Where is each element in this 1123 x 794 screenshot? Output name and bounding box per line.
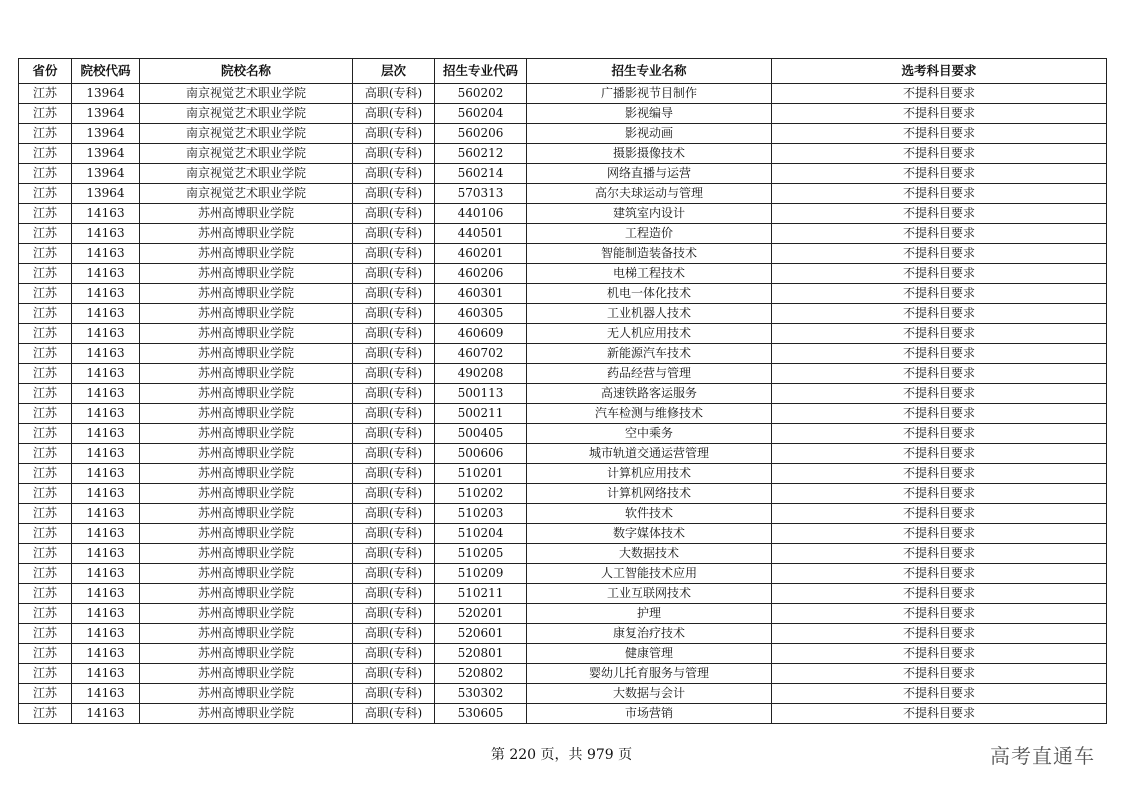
table-row (19, 564, 1107, 584)
cell-school-code: 14163 (72, 244, 140, 264)
cell-major-name: 工业机器人技术 (527, 304, 772, 324)
cell-major-code: 460702 (435, 344, 527, 364)
cell-subject-requirement: 不提科目要求 (772, 84, 1107, 104)
cell-province: 江苏 (19, 424, 72, 444)
cell-province: 江苏 (19, 164, 72, 184)
cell-major-name: 无人机应用技术 (527, 324, 772, 344)
cell-province: 江苏 (19, 684, 72, 704)
cell-subject-requirement: 不提科目要求 (772, 224, 1107, 244)
header-major-name: 招生专业名称 (527, 59, 772, 84)
cell-major-code: 460609 (435, 324, 527, 344)
table-row (19, 524, 1107, 544)
header-subject-requirement: 选考科目要求 (772, 59, 1107, 84)
header-school-name: 院校名称 (140, 59, 353, 84)
cell-level: 高职(专科) (353, 624, 435, 644)
cell-level: 高职(专科) (353, 524, 435, 544)
cell-school-name: 南京视觉艺术职业学院 (140, 84, 353, 104)
header-level: 层次 (353, 59, 435, 84)
cell-province: 江苏 (19, 504, 72, 524)
cell-major-name: 药品经营与管理 (527, 364, 772, 384)
cell-major-code: 510204 (435, 524, 527, 544)
cell-school-code: 14163 (72, 264, 140, 284)
cell-province: 江苏 (19, 584, 72, 604)
cell-school-code: 14163 (72, 604, 140, 624)
table-row (19, 204, 1107, 224)
cell-school-name: 苏州高博职业学院 (140, 604, 353, 624)
cell-school-code: 14163 (72, 484, 140, 504)
table-row (19, 644, 1107, 664)
cell-level: 高职(专科) (353, 384, 435, 404)
cell-major-name: 汽车检测与维修技术 (527, 404, 772, 424)
cell-level: 高职(专科) (353, 604, 435, 624)
cell-province: 江苏 (19, 304, 72, 324)
cell-subject-requirement: 不提科目要求 (772, 704, 1107, 724)
cell-subject-requirement: 不提科目要求 (772, 384, 1107, 404)
table-row (19, 344, 1107, 364)
cell-subject-requirement: 不提科目要求 (772, 624, 1107, 644)
cell-school-name: 苏州高博职业学院 (140, 284, 353, 304)
cell-major-code: 510203 (435, 504, 527, 524)
cell-province: 江苏 (19, 224, 72, 244)
cell-school-name: 苏州高博职业学院 (140, 204, 353, 224)
cell-major-name: 新能源汽车技术 (527, 344, 772, 364)
table-row (19, 164, 1107, 184)
cell-school-name: 苏州高博职业学院 (140, 704, 353, 724)
cell-province: 江苏 (19, 604, 72, 624)
cell-major-name: 广播影视节目制作 (527, 84, 772, 104)
cell-major-code: 500211 (435, 404, 527, 424)
cell-school-code: 14163 (72, 684, 140, 704)
table-row (19, 364, 1107, 384)
cell-subject-requirement: 不提科目要求 (772, 584, 1107, 604)
cell-major-name: 人工智能技术应用 (527, 564, 772, 584)
cell-major-name: 市场营销 (527, 704, 772, 724)
cell-province: 江苏 (19, 324, 72, 344)
cell-school-code: 13964 (72, 84, 140, 104)
cell-major-code: 460301 (435, 284, 527, 304)
cell-major-code: 560202 (435, 84, 527, 104)
cell-province: 江苏 (19, 664, 72, 684)
cell-subject-requirement: 不提科目要求 (772, 544, 1107, 564)
cell-level: 高职(专科) (353, 104, 435, 124)
cell-province: 江苏 (19, 284, 72, 304)
cell-major-code: 520201 (435, 604, 527, 624)
cell-school-name: 苏州高博职业学院 (140, 664, 353, 684)
cell-subject-requirement: 不提科目要求 (772, 524, 1107, 544)
cell-subject-requirement: 不提科目要求 (772, 144, 1107, 164)
table-row (19, 184, 1107, 204)
cell-major-name: 高速铁路客运服务 (527, 384, 772, 404)
cell-school-code: 13964 (72, 164, 140, 184)
cell-school-code: 14163 (72, 504, 140, 524)
cell-level: 高职(专科) (353, 704, 435, 724)
cell-level: 高职(专科) (353, 504, 435, 524)
cell-school-name: 南京视觉艺术职业学院 (140, 184, 353, 204)
table-row (19, 124, 1107, 144)
cell-province: 江苏 (19, 444, 72, 464)
cell-major-code: 530605 (435, 704, 527, 724)
header-school-code: 院校代码 (72, 59, 140, 84)
cell-school-name: 苏州高博职业学院 (140, 644, 353, 664)
table-row (19, 324, 1107, 344)
cell-province: 江苏 (19, 464, 72, 484)
cell-level: 高职(专科) (353, 584, 435, 604)
table-row (19, 464, 1107, 484)
cell-subject-requirement: 不提科目要求 (772, 504, 1107, 524)
cell-subject-requirement: 不提科目要求 (772, 464, 1107, 484)
cell-school-code: 14163 (72, 424, 140, 444)
cell-school-code: 14163 (72, 324, 140, 344)
cell-level: 高职(专科) (353, 124, 435, 144)
table-row (19, 664, 1107, 684)
table-row (19, 144, 1107, 164)
cell-level: 高职(专科) (353, 404, 435, 424)
cell-school-name: 苏州高博职业学院 (140, 444, 353, 464)
cell-school-name: 苏州高博职业学院 (140, 464, 353, 484)
cell-major-code: 560212 (435, 144, 527, 164)
table-row (19, 544, 1107, 564)
cell-subject-requirement: 不提科目要求 (772, 204, 1107, 224)
admissions-table (18, 58, 1107, 724)
table-row (19, 484, 1107, 504)
cell-level: 高职(专科) (353, 164, 435, 184)
cell-level: 高职(专科) (353, 684, 435, 704)
table-row (19, 304, 1107, 324)
cell-school-code: 14163 (72, 704, 140, 724)
cell-school-code: 14163 (72, 624, 140, 644)
cell-major-name: 数字媒体技术 (527, 524, 772, 544)
cell-school-code: 14163 (72, 544, 140, 564)
cell-province: 江苏 (19, 204, 72, 224)
cell-school-name: 苏州高博职业学院 (140, 264, 353, 284)
cell-province: 江苏 (19, 704, 72, 724)
table-row (19, 284, 1107, 304)
cell-major-code: 440501 (435, 224, 527, 244)
cell-major-name: 计算机网络技术 (527, 484, 772, 504)
cell-province: 江苏 (19, 244, 72, 264)
cell-province: 江苏 (19, 104, 72, 124)
cell-major-name: 护理 (527, 604, 772, 624)
cell-school-code: 14163 (72, 344, 140, 364)
cell-school-name: 南京视觉艺术职业学院 (140, 104, 353, 124)
cell-major-name: 电梯工程技术 (527, 264, 772, 284)
cell-province: 江苏 (19, 384, 72, 404)
cell-major-code: 570313 (435, 184, 527, 204)
cell-major-code: 460201 (435, 244, 527, 264)
cell-major-code: 530302 (435, 684, 527, 704)
cell-school-name: 苏州高博职业学院 (140, 224, 353, 244)
table-row (19, 604, 1107, 624)
cell-school-name: 苏州高博职业学院 (140, 544, 353, 564)
table-row (19, 384, 1107, 404)
cell-subject-requirement: 不提科目要求 (772, 164, 1107, 184)
cell-major-name: 影视编导 (527, 104, 772, 124)
table-row (19, 244, 1107, 264)
cell-major-name: 城市轨道交通运营管理 (527, 444, 772, 464)
table-body (19, 84, 1107, 724)
cell-school-code: 14163 (72, 444, 140, 464)
cell-level: 高职(专科) (353, 244, 435, 264)
cell-subject-requirement: 不提科目要求 (772, 104, 1107, 124)
cell-subject-requirement: 不提科目要求 (772, 124, 1107, 144)
cell-major-code: 510202 (435, 484, 527, 504)
table-row (19, 404, 1107, 424)
cell-subject-requirement: 不提科目要求 (772, 344, 1107, 364)
cell-subject-requirement: 不提科目要求 (772, 364, 1107, 384)
cell-province: 江苏 (19, 544, 72, 564)
cell-major-code: 520802 (435, 664, 527, 684)
table-row (19, 264, 1107, 284)
cell-major-code: 510209 (435, 564, 527, 584)
cell-level: 高职(专科) (353, 284, 435, 304)
cell-level: 高职(专科) (353, 264, 435, 284)
cell-major-code: 500405 (435, 424, 527, 444)
cell-province: 江苏 (19, 644, 72, 664)
cell-school-name: 苏州高博职业学院 (140, 384, 353, 404)
cell-major-code: 500113 (435, 384, 527, 404)
cell-major-name: 康复治疗技术 (527, 624, 772, 644)
header-province: 省份 (19, 59, 72, 84)
cell-level: 高职(专科) (353, 144, 435, 164)
cell-major-code: 560204 (435, 104, 527, 124)
cell-school-code: 14163 (72, 224, 140, 244)
cell-school-name: 苏州高博职业学院 (140, 424, 353, 444)
cell-province: 江苏 (19, 624, 72, 644)
table-row (19, 584, 1107, 604)
cell-school-code: 13964 (72, 184, 140, 204)
cell-major-code: 520601 (435, 624, 527, 644)
cell-school-code: 14163 (72, 464, 140, 484)
cell-major-name: 摄影摄像技术 (527, 144, 772, 164)
cell-subject-requirement: 不提科目要求 (772, 564, 1107, 584)
cell-school-name: 苏州高博职业学院 (140, 484, 353, 504)
cell-province: 江苏 (19, 404, 72, 424)
table-row (19, 504, 1107, 524)
cell-major-code: 510211 (435, 584, 527, 604)
cell-subject-requirement: 不提科目要求 (772, 324, 1107, 344)
cell-province: 江苏 (19, 524, 72, 544)
cell-level: 高职(专科) (353, 324, 435, 344)
cell-major-code: 510201 (435, 464, 527, 484)
table-header (19, 59, 1107, 84)
cell-province: 江苏 (19, 84, 72, 104)
cell-school-name: 苏州高博职业学院 (140, 244, 353, 264)
cell-major-code: 500606 (435, 444, 527, 464)
cell-province: 江苏 (19, 364, 72, 384)
cell-level: 高职(专科) (353, 464, 435, 484)
cell-level: 高职(专科) (353, 544, 435, 564)
cell-level: 高职(专科) (353, 204, 435, 224)
header-row (19, 59, 1107, 84)
watermark-logo: 高考直通车 (990, 744, 1095, 768)
cell-major-name: 建筑室内设计 (527, 204, 772, 224)
cell-major-name: 工业互联网技术 (527, 584, 772, 604)
cell-major-code: 460206 (435, 264, 527, 284)
cell-school-code: 14163 (72, 584, 140, 604)
cell-major-code: 490208 (435, 364, 527, 384)
cell-level: 高职(专科) (353, 424, 435, 444)
cell-major-name: 工程造价 (527, 224, 772, 244)
cell-province: 江苏 (19, 564, 72, 584)
table-row (19, 444, 1107, 464)
cell-subject-requirement: 不提科目要求 (772, 304, 1107, 324)
cell-school-code: 14163 (72, 304, 140, 324)
cell-school-code: 13964 (72, 124, 140, 144)
cell-school-name: 苏州高博职业学院 (140, 364, 353, 384)
cell-major-code: 460305 (435, 304, 527, 324)
cell-level: 高职(专科) (353, 364, 435, 384)
cell-subject-requirement: 不提科目要求 (772, 424, 1107, 444)
cell-school-name: 南京视觉艺术职业学院 (140, 164, 353, 184)
cell-major-name: 婴幼儿托育服务与管理 (527, 664, 772, 684)
cell-major-name: 计算机应用技术 (527, 464, 772, 484)
cell-province: 江苏 (19, 144, 72, 164)
cell-major-name: 高尔夫球运动与管理 (527, 184, 772, 204)
cell-school-code: 13964 (72, 144, 140, 164)
cell-major-name: 影视动画 (527, 124, 772, 144)
table-row (19, 424, 1107, 444)
cell-subject-requirement: 不提科目要求 (772, 264, 1107, 284)
cell-level: 高职(专科) (353, 644, 435, 664)
table-row (19, 84, 1107, 104)
cell-level: 高职(专科) (353, 444, 435, 464)
table-row (19, 104, 1107, 124)
cell-level: 高职(专科) (353, 564, 435, 584)
cell-level: 高职(专科) (353, 664, 435, 684)
cell-major-name: 空中乘务 (527, 424, 772, 444)
header-major-code: 招生专业代码 (435, 59, 527, 84)
cell-major-name: 网络直播与运营 (527, 164, 772, 184)
table-row (19, 624, 1107, 644)
cell-level: 高职(专科) (353, 84, 435, 104)
cell-major-code: 440106 (435, 204, 527, 224)
table-row (19, 704, 1107, 724)
cell-subject-requirement: 不提科目要求 (772, 484, 1107, 504)
cell-level: 高职(专科) (353, 344, 435, 364)
cell-major-code: 560206 (435, 124, 527, 144)
cell-level: 高职(专科) (353, 224, 435, 244)
cell-school-code: 14163 (72, 284, 140, 304)
table-row (19, 224, 1107, 244)
cell-major-code: 520801 (435, 644, 527, 664)
cell-school-name: 苏州高博职业学院 (140, 524, 353, 544)
page-number: 第 220 页，共 979 页 (490, 747, 633, 763)
cell-subject-requirement: 不提科目要求 (772, 444, 1107, 464)
cell-subject-requirement: 不提科目要求 (772, 284, 1107, 304)
cell-major-code: 510205 (435, 544, 527, 564)
cell-major-name: 机电一体化技术 (527, 284, 772, 304)
cell-major-name: 大数据与会计 (527, 684, 772, 704)
cell-subject-requirement: 不提科目要求 (772, 404, 1107, 424)
cell-level: 高职(专科) (353, 184, 435, 204)
cell-school-code: 14163 (72, 404, 140, 424)
cell-subject-requirement: 不提科目要求 (772, 664, 1107, 684)
cell-school-name: 南京视觉艺术职业学院 (140, 144, 353, 164)
cell-school-name: 苏州高博职业学院 (140, 404, 353, 424)
cell-major-name: 健康管理 (527, 644, 772, 664)
cell-school-code: 14163 (72, 664, 140, 684)
cell-major-name: 大数据技术 (527, 544, 772, 564)
table-row (19, 684, 1107, 704)
cell-subject-requirement: 不提科目要求 (772, 644, 1107, 664)
cell-level: 高职(专科) (353, 484, 435, 504)
cell-province: 江苏 (19, 184, 72, 204)
cell-major-name: 软件技术 (527, 504, 772, 524)
cell-school-name: 苏州高博职业学院 (140, 304, 353, 324)
cell-school-code: 13964 (72, 104, 140, 124)
cell-province: 江苏 (19, 124, 72, 144)
cell-school-name: 苏州高博职业学院 (140, 564, 353, 584)
cell-province: 江苏 (19, 484, 72, 504)
cell-school-name: 苏州高博职业学院 (140, 584, 353, 604)
cell-school-name: 苏州高博职业学院 (140, 324, 353, 344)
cell-province: 江苏 (19, 264, 72, 284)
cell-subject-requirement: 不提科目要求 (772, 244, 1107, 264)
cell-school-code: 14163 (72, 564, 140, 584)
cell-school-code: 14163 (72, 204, 140, 224)
cell-school-name: 南京视觉艺术职业学院 (140, 124, 353, 144)
cell-subject-requirement: 不提科目要求 (772, 184, 1107, 204)
cell-level: 高职(专科) (353, 304, 435, 324)
cell-school-name: 苏州高博职业学院 (140, 684, 353, 704)
cell-school-name: 苏州高博职业学院 (140, 344, 353, 364)
cell-school-code: 14163 (72, 644, 140, 664)
cell-subject-requirement: 不提科目要求 (772, 684, 1107, 704)
cell-province: 江苏 (19, 344, 72, 364)
cell-major-code: 560214 (435, 164, 527, 184)
cell-major-name: 智能制造装备技术 (527, 244, 772, 264)
cell-subject-requirement: 不提科目要求 (772, 604, 1107, 624)
cell-school-code: 14163 (72, 384, 140, 404)
cell-school-name: 苏州高博职业学院 (140, 504, 353, 524)
cell-school-code: 14163 (72, 524, 140, 544)
cell-school-code: 14163 (72, 364, 140, 384)
cell-school-name: 苏州高博职业学院 (140, 624, 353, 644)
